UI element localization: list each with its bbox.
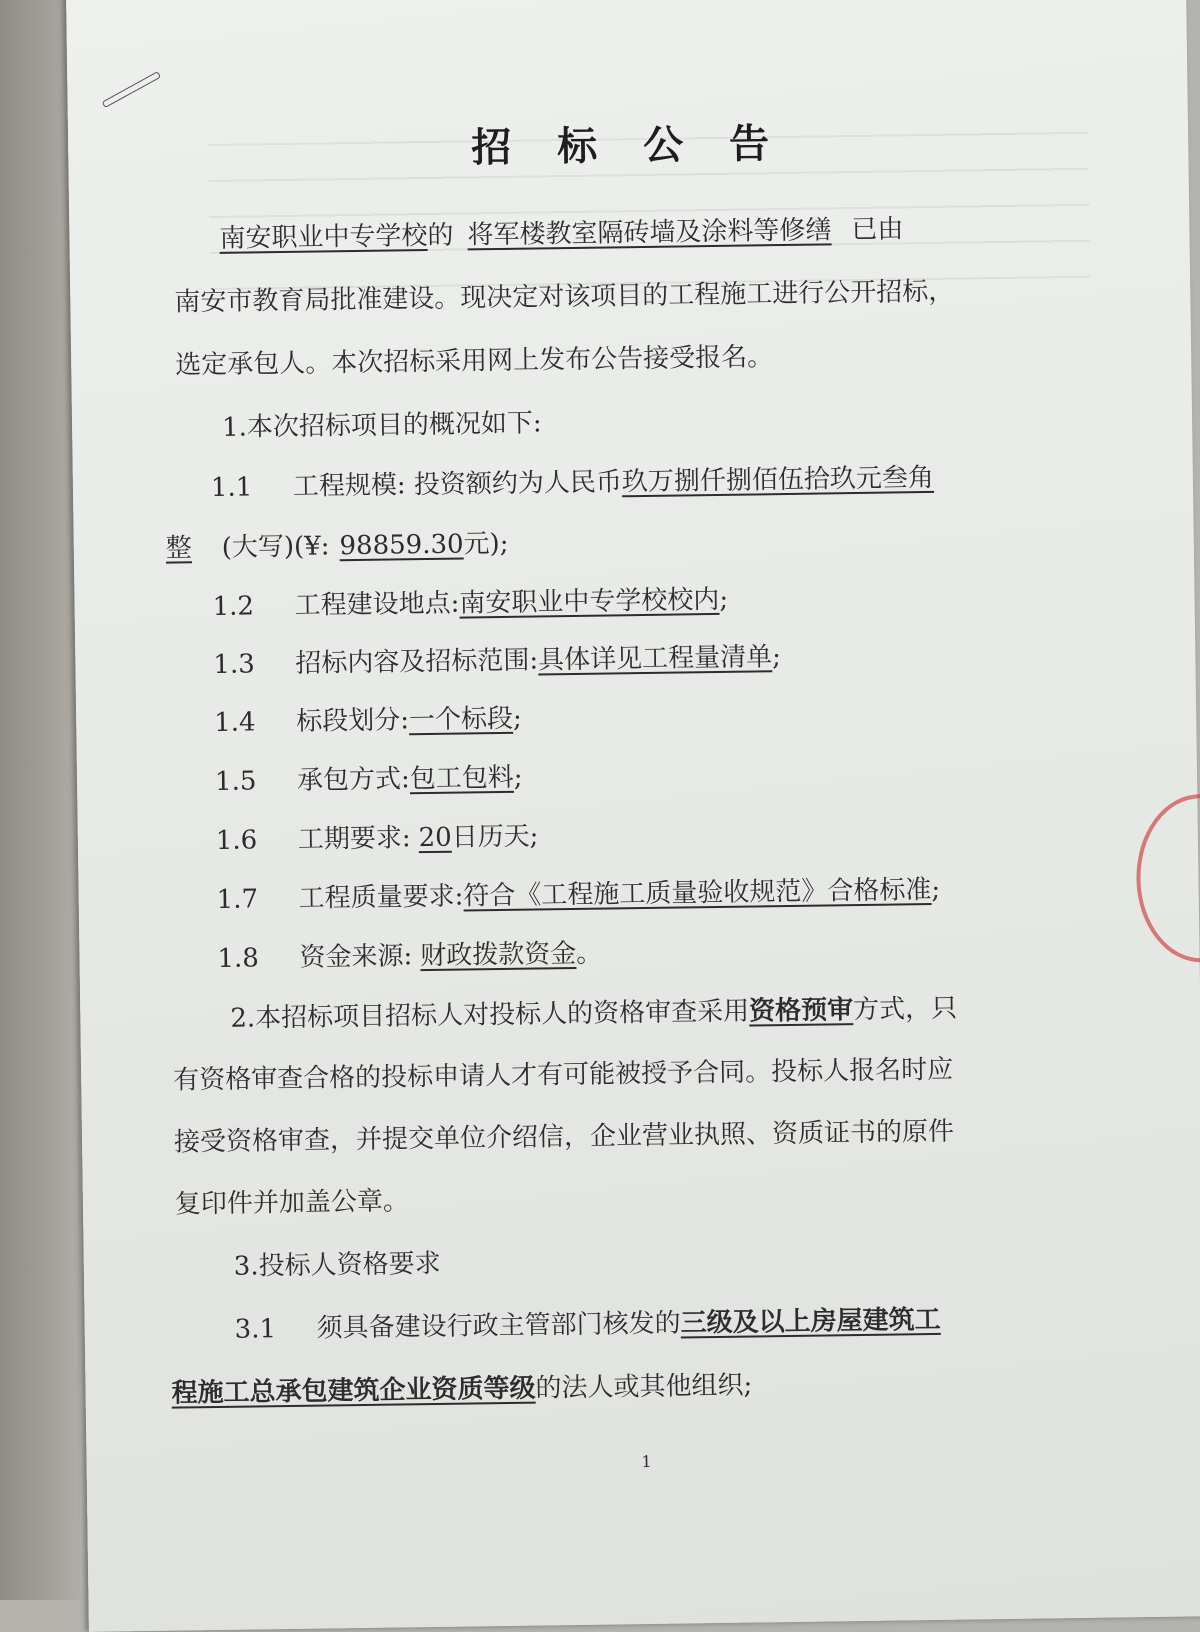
daxie-label: (大写)(¥:: [221, 531, 330, 563]
desk-background: [0, 0, 80, 1600]
item-tail: ;: [513, 762, 523, 793]
qualification-requirement: 三级及以上房屋建筑工: [680, 1304, 941, 1339]
section3-heading: 3.投标人资格要求: [233, 1248, 441, 1282]
item-1-2: [212, 583, 728, 624]
amount-words: 玖万捌仟捌佰伍拾玖元叁角: [621, 462, 935, 498]
item-num: 1.2: [212, 591, 255, 623]
section2-line-3: 接受资格审查，并提交单位介绍信，企业营业执照、资质证书的原件: [173, 1116, 955, 1158]
red-seal-stamp: [1135, 793, 1200, 963]
item-1-1: [211, 461, 934, 505]
item-num: 1.6: [215, 825, 258, 856]
yuan-label: 元);: [463, 528, 509, 560]
item-num: 1.7: [216, 884, 259, 915]
item-value: 一个标段: [408, 703, 514, 736]
item-value: 南安职业中专学校校内: [459, 584, 720, 619]
item-1-1-cont: [166, 527, 509, 566]
item-value: 20: [418, 822, 452, 854]
qualification-requirement-cont: 程施工总承包建筑企业资质等级: [171, 1373, 536, 1409]
page-number: 1: [641, 1451, 652, 1472]
intro-line-2: 南安市教育局批准建设。现决定对该项目的工程施工进行公开招标，: [174, 276, 955, 318]
section2-line-2: 有资格审查合格的投标申请人才有可能被授予合同。投标人报名时应: [173, 1054, 954, 1096]
item-label: 承包方式:: [296, 764, 411, 796]
document-page: [66, 0, 1200, 1632]
item-num: 3.1: [234, 1314, 277, 1345]
section3-text: 须具备建设行政主管部门核发的: [316, 1308, 681, 1344]
item-tail: ;: [719, 584, 729, 615]
section3-tail: 的法人或其他组织;: [535, 1370, 753, 1404]
document-title: 招 标 公 告: [470, 119, 786, 172]
item-1-1-num: 1.1: [210, 472, 253, 504]
item-1-1-label: 工程规模: 投资额约为人民币: [292, 467, 623, 502]
section2-tail: 方式，只: [852, 993, 958, 1026]
item-value: 具体详见工程量清单: [537, 642, 773, 676]
qualification-method: 资格预审: [748, 995, 854, 1027]
item-value: 包工包料: [409, 762, 515, 795]
item-tail: 。: [576, 938, 603, 969]
item-1-3: [213, 640, 781, 682]
section3-item-1: [234, 1303, 940, 1347]
item-tail: ;: [771, 642, 782, 673]
item-num: 1.8: [217, 943, 260, 974]
item-value: 符合《工程施工质量验收规范》合格标准: [463, 875, 932, 912]
item-label: 招标内容及招标范围:: [295, 645, 539, 679]
school-name: 南安职业中专学校: [219, 220, 428, 254]
item-label: 标段划分:: [296, 705, 410, 737]
item-value: 财政拨款资金: [420, 938, 577, 972]
item-label: 工期要求:: [297, 823, 411, 855]
item-label: 资金来源:: [299, 941, 413, 973]
amount-digits: 98859.30: [339, 529, 464, 562]
pen-mark: [102, 71, 161, 108]
item-tail: 日历天;: [451, 821, 539, 853]
project-name: 将军楼教室隔砖墙及涂料等修缮: [467, 215, 832, 251]
section2-line-1: [230, 992, 957, 1036]
intro-line-3: 选定承包人。本次招标采用网上发布公告接受报名。: [175, 342, 774, 381]
item-1-6: [216, 819, 539, 858]
item-num: 1.4: [214, 707, 256, 739]
item-label: 工程建设地点:: [294, 588, 460, 621]
item-1-4: [214, 702, 522, 740]
item-1-7: [216, 873, 940, 917]
intro-de: 的: [427, 220, 454, 251]
item-num: 1.5: [214, 766, 257, 797]
intro-yiyou: 已由: [851, 214, 904, 246]
item-1-8: [217, 937, 602, 976]
item-tail: ;: [931, 874, 941, 906]
section2-text: 2.本招标项目招标人对投标人的资格审查采用: [230, 996, 750, 1034]
section1-heading: 1.本次招标项目的概况如下:: [221, 408, 542, 443]
item-1-5: [215, 761, 523, 799]
section3-item-1-cont: [171, 1369, 752, 1411]
section2-line-4: 复印件并加盖公章。: [174, 1186, 410, 1220]
item-tail: ;: [512, 703, 522, 734]
item-num: 1.3: [213, 649, 255, 681]
item-label: 工程质量要求:: [298, 881, 464, 914]
amount-words-cont: 整: [165, 533, 193, 564]
